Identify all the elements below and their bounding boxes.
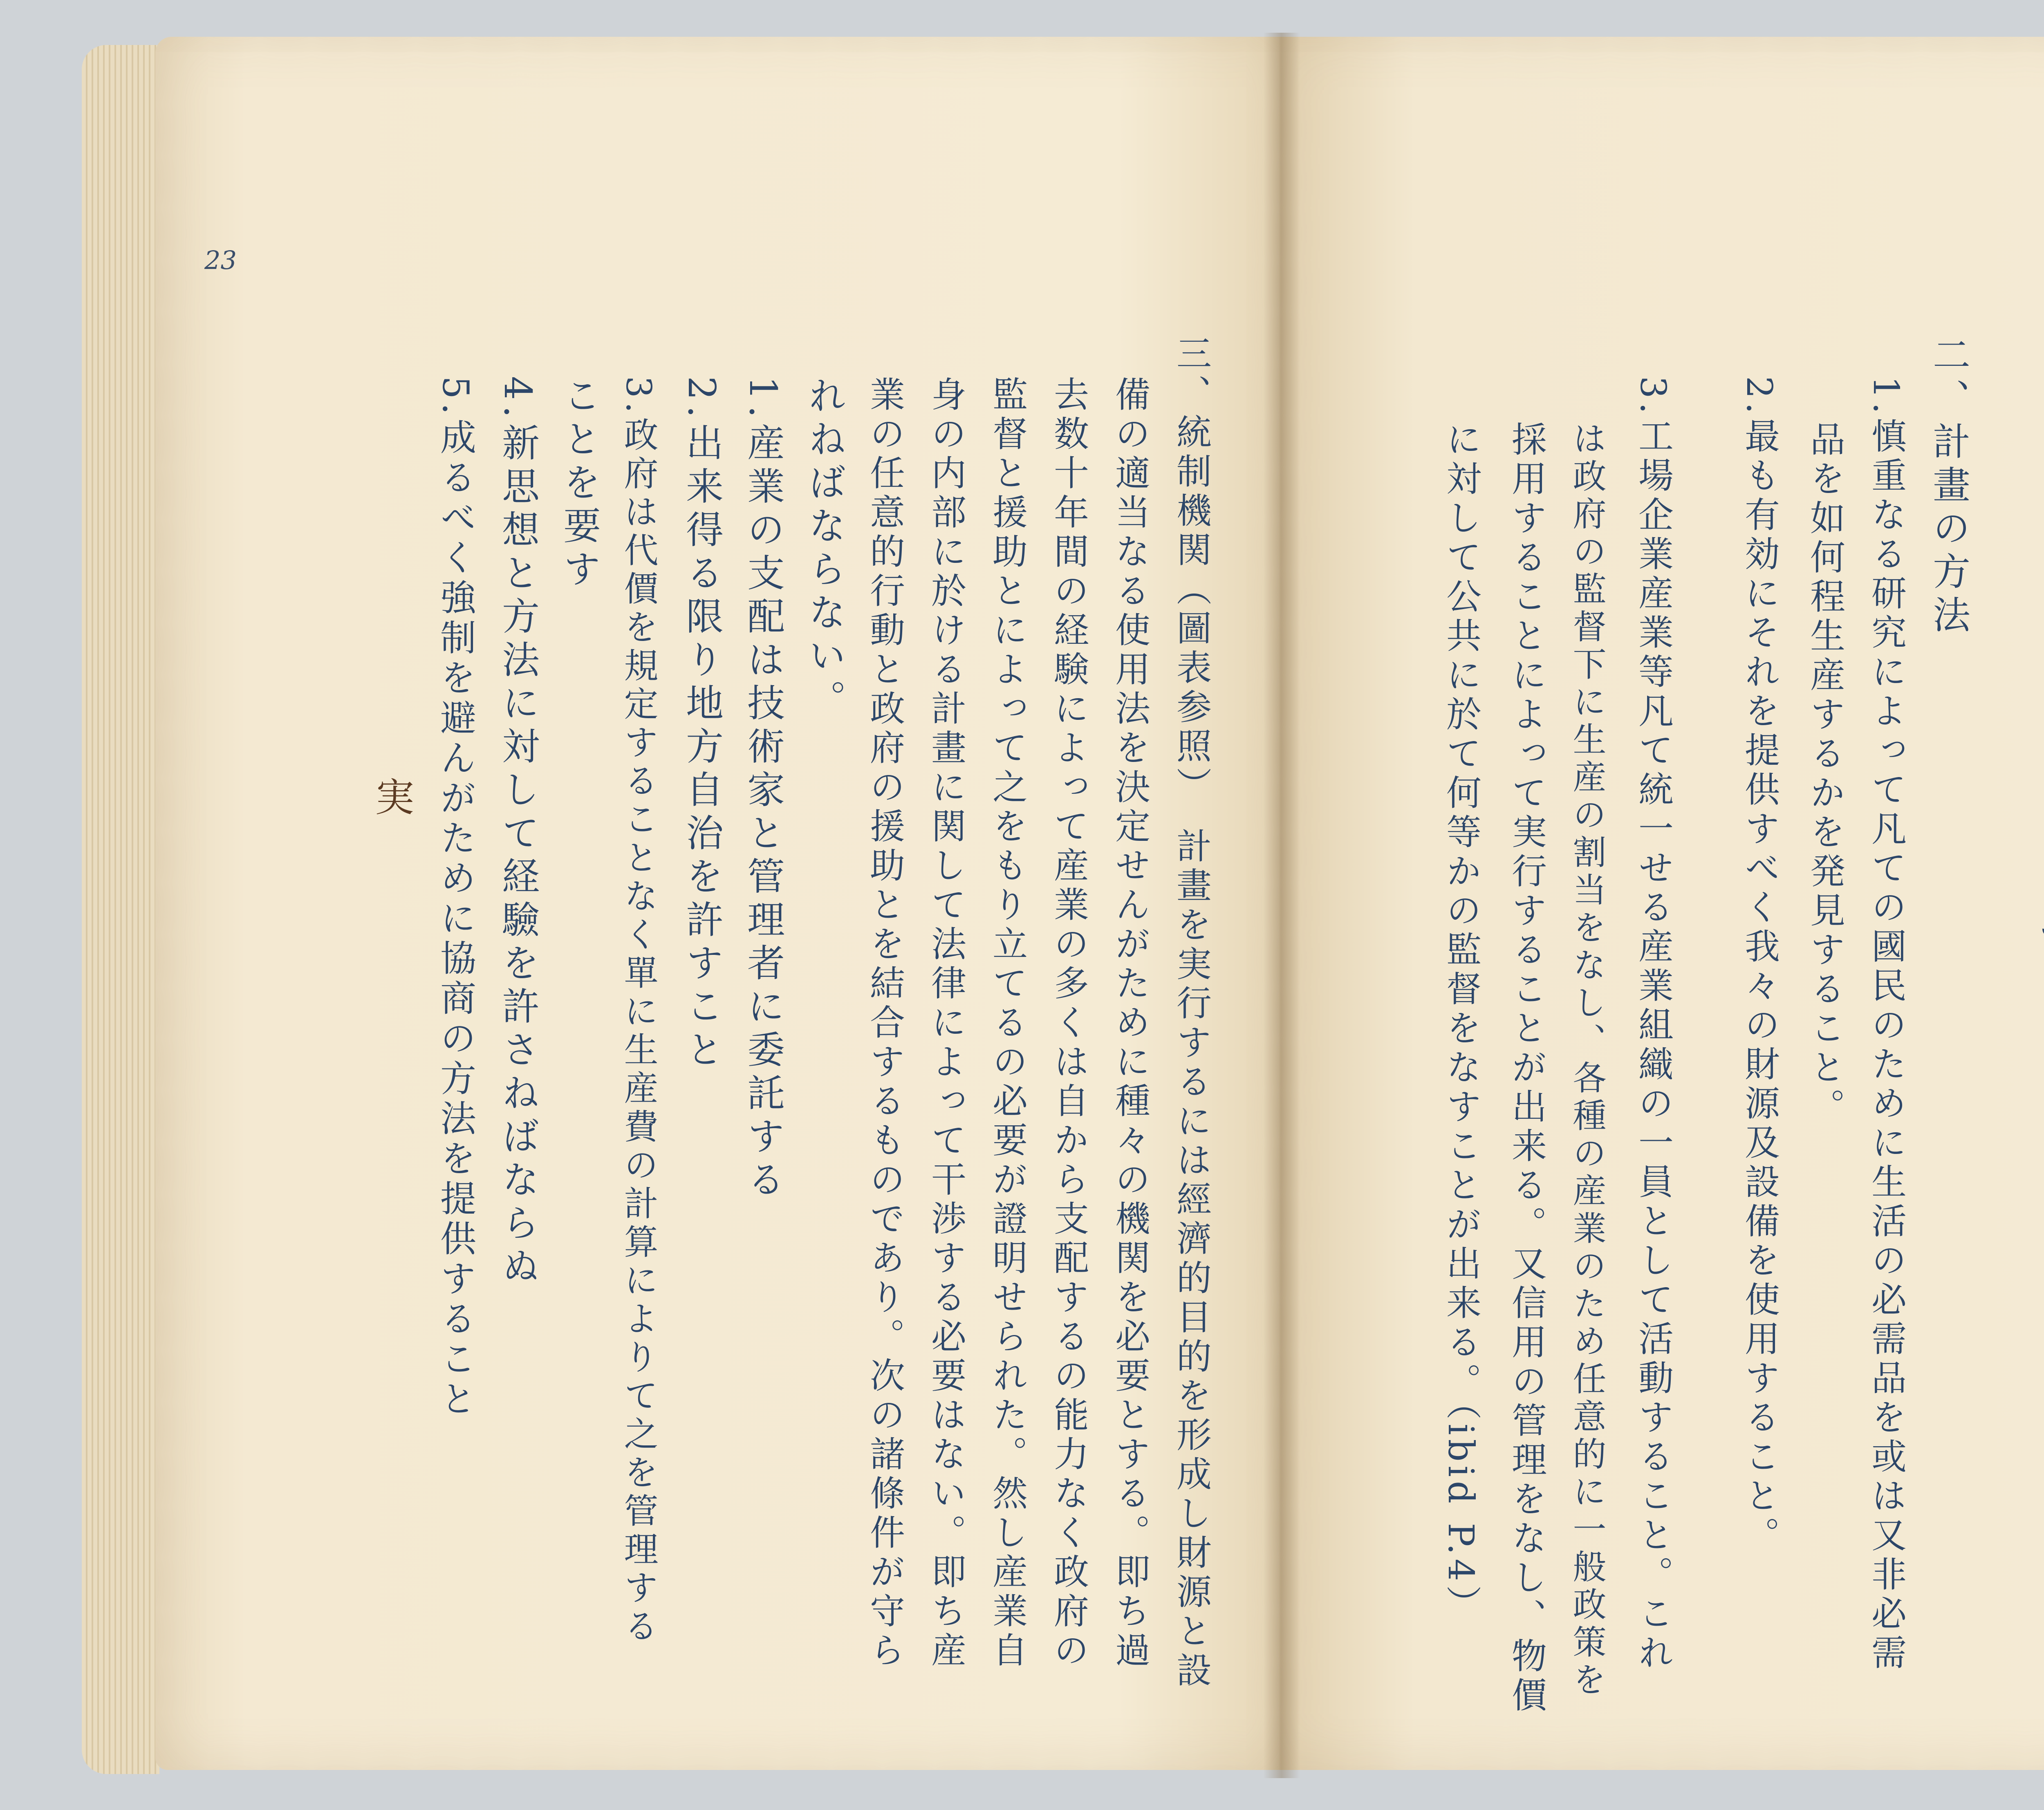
left-col-6: 業の任意的行動と政府の援助とを結合するものであり。次の諸條件が守ら — [864, 376, 905, 1671]
left-col-1: 三、統制機関（圖表参照） 計畫を実行するには經濟的目的を形成し財源と設 — [1170, 335, 1211, 1691]
right-col-8: 品を如何程生産するかを発見すること。 — [1804, 421, 1845, 1127]
left-col-7: れねばならない。 — [802, 376, 846, 723]
left-col-2: 備の適当なる使用法を決定せんがために種々の機関を必要とする。即ち過 — [1109, 376, 1150, 1671]
left-page-number: 23 — [204, 245, 237, 275]
right-col-6: 二、計畫の方法 — [1927, 335, 1970, 638]
book-gutter — [1263, 33, 1300, 1778]
right-col-10: 3.工場企業産業等凡て統一せる産業組織の一員として活動すること。これ — [1632, 376, 1673, 1674]
left-page-edges — [82, 45, 159, 1774]
right-col-11: は政府の監督下に生産の割当をなし、各種の産業のため任意的に一般政策を — [1567, 421, 1606, 1700]
handwritten-correction: 実 — [369, 777, 415, 816]
left-col-11: ことを要す — [557, 376, 601, 593]
left-col-3: 去数十年間の経験によって産業の多くは自から支配するの能力なく政府の — [1048, 376, 1089, 1671]
left-col-8: 1.産業の支配は技術家と管理者に委託する — [741, 376, 785, 1203]
left-col-12: 4.新思想と方法に対して経驗を許さねばならぬ — [496, 376, 540, 1290]
right-col-9: 2.最も有効にそれを提供すべく我々の財源及設備を使用すること。 — [1739, 376, 1780, 1556]
left-col-4: 監督と援助とによって之をもり立てるの必要が證明せられた。然し産業自 — [986, 376, 1027, 1671]
right-col-7: 1.慎重なる研究によって凡ての國民のために生活の必需品を或は又非必需 — [1865, 376, 1906, 1674]
right-col-13: に対して公共に於て何等かの監督をなすことが出来る。（ibid P.4） — [1440, 421, 1481, 1624]
left-col-5: 身の内部に於ける計畫に関して法律によって干渉する必要はない。即ち産 — [925, 376, 966, 1671]
left-col-13: 5.成るべく強制を避んがために協商の方法を提供すること — [435, 376, 477, 1420]
right-col-12: 採用することによって実行することが出来る。又信用の管理をなし、物價 — [1506, 421, 1546, 1716]
left-col-9: 2.出来得る限り地方自治を許すこと — [680, 376, 724, 1073]
left-col-10: 3.政府は代價を規定することなく單に生産費の計算によりて之を管理する — [619, 376, 659, 1647]
